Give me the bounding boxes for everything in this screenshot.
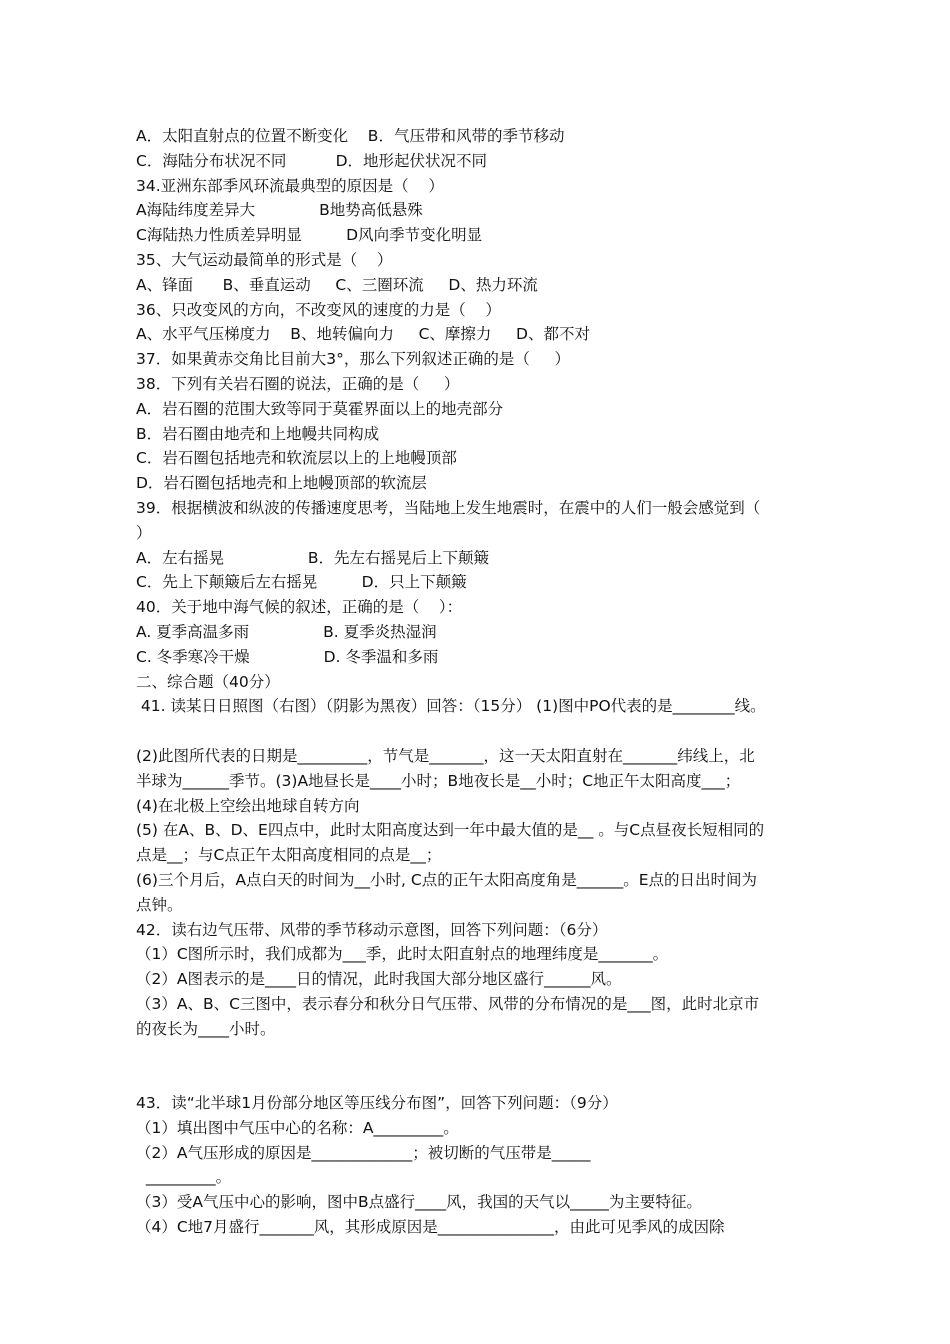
text-line: C．海陆分布状况不同 D．地形起伏状况不同 — [136, 151, 488, 170]
text-line: _________。 — [136, 1168, 232, 1187]
text-line: A．太阳直射点的位置不断变化 B．气压带和风带的季节移动 — [136, 127, 565, 145]
text-line: B．岩石圈由地壳和上地幔共同构成 — [136, 424, 380, 443]
text-line: 的夜长为____小时。 — [136, 1019, 276, 1038]
text-line: （2）A图表示的是____日的情况，此时我国大部分地区盛行______风。 — [136, 970, 622, 989]
text-line: 43．读“北半球1月份部分地区等压线分布图”，回答下列问题：（9分） — [136, 1094, 618, 1113]
blank-line — [136, 1041, 826, 1066]
text-line: (2)此图所代表的日期是_________，节气是_______，这一天太阳直射在_______纬线上，北 — [136, 746, 755, 765]
text-line: 点钟。 — [136, 895, 183, 914]
text-line: D．岩石圈包括地壳和上地幔顶部的软流层 — [136, 474, 427, 493]
text-line: 35、大气运动最简单的形式是（ ） — [136, 250, 393, 269]
text-line: （2）A气压形成的原因是_____________；被切断的气压带是_____ — [136, 1143, 591, 1162]
blank-line — [136, 1066, 826, 1091]
text-line: （3）受A气压中心的影响，图中B点盛行____风，我国的天气以_____为主要特征。 — [136, 1193, 702, 1212]
text-line: A．左右摇晃 B．先左右摇晃后上下颠簸 — [136, 548, 489, 567]
text-line: 二、综合题（40分） — [136, 672, 280, 691]
text-line: 34.亚洲东部季风环流最典型的原因是（ ） — [136, 176, 444, 195]
text-line: C海陆热力性质差异明显 D风向季节变化明显 — [136, 226, 483, 245]
text-line: 41. 读某日日照图（右图）（阴影为黑夜）回答：（15分） (1)图中PO代表的是________线。 — [136, 697, 766, 716]
text-line: 38．下列有关岩石圈的说法，正确的是（ ） — [136, 374, 460, 393]
text-line: 36、只改变风的方向，不改变风的速度的力是（ ） — [136, 300, 501, 319]
text-line: A海陆纬度差异大 B地势高低悬殊 — [136, 201, 423, 220]
text-line: 42．读右边气压带、风带的季节移动示意图，回答下列问题：（6分） — [136, 920, 608, 939]
text-line: (6)三个月后，A点白天的时间为__小时, C点的正午太阳高度角是______。E点的日出时间为 — [136, 870, 758, 889]
text-line: (5) 在A、B、D、E四点中，此时太阳高度达到一年中最大值的是__ 。与C点昼夜长短相同的 — [136, 821, 765, 840]
text-line: 点是__；与C点正午太阳高度相同的点是__； — [136, 846, 442, 865]
blank-line — [136, 719, 826, 744]
text-line: (4)在北极上空绘出地球自转方向 — [136, 796, 360, 815]
text-line: A、锋面 B、垂直运动 C、三圈环流 D、热力环流 — [136, 275, 538, 294]
text-line: （1）C图所示时，我们成都为___季，此时太阳直射点的地理纬度是_______。 — [136, 945, 669, 964]
text-line: 39．根据横波和纵波的传播速度思考，当陆地上发生地震时，在震中的人们一般会感觉到（ — [136, 498, 761, 517]
text-line: C．先上下颠簸后左右摇晃 D．只上下颠簸 — [136, 573, 467, 592]
text-line: C. 冬季寒冷干燥 D. 冬季温和多雨 — [136, 647, 439, 666]
text-line: A．岩石圈的范围大致等同于莫霍界面以上的地壳部分 — [136, 399, 504, 418]
text-line: 半球为______季节。(3)A地昼长是____小时；B地夜长是__小时；C地正午太阳高度___； — [136, 771, 741, 790]
text-line: 40．关于地中海气候的叙述，正确的是（ ）： — [136, 598, 463, 617]
text-line: 37．如果黄赤交角比目前大3°，那么下列叙述正确的是（ ） — [136, 350, 570, 369]
text-line: （4）C地7月盛行_______风，其形成原因是_______________，由此可见季风的成因除 — [136, 1218, 725, 1237]
text-line: （1）填出图中气压中心的名称：A_________。 — [136, 1118, 459, 1137]
text-line: A、水平气压梯度力 B、地转偏向力 C、摩擦力 D、都不对 — [136, 325, 590, 344]
text-line: ） — [136, 523, 152, 542]
text-line: A. 夏季高温多雨 B. 夏季炎热湿润 — [136, 622, 437, 641]
document-page — [136, 124, 826, 1240]
text-line: （3）A、B、C三图中，表示春分和秋分日气压带、风带的分布情况的是___图，此时北京市 — [136, 994, 760, 1013]
text-line: C．岩石圈包括地壳和软流层以上的上地幔顶部 — [136, 449, 457, 468]
